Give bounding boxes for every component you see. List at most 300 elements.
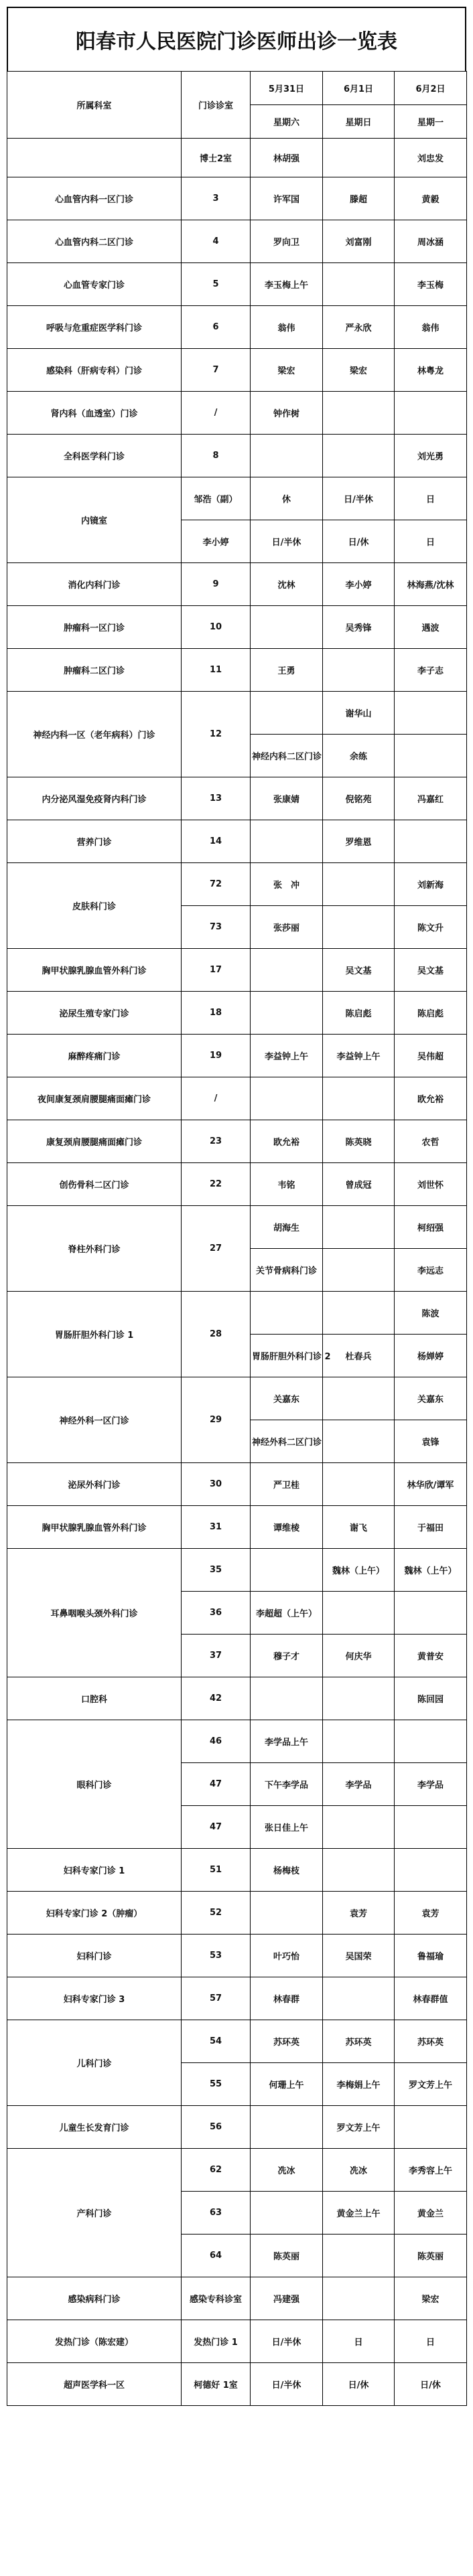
doctor-cell: 李益钟上午 — [323, 1035, 395, 1077]
doctor-cell — [323, 1977, 395, 2020]
doctor-cell — [251, 949, 323, 992]
doctor-cell: 钟作树 — [251, 392, 323, 435]
dept-cell: 胃肠肝胆外科门诊 1 — [7, 1292, 182, 1377]
dept-cell: 肿瘤科二区门诊 — [7, 649, 182, 692]
dept-cell: 耳鼻咽喉头颈外科门诊 — [7, 1549, 182, 1677]
doctor-cell: 关嘉东 — [251, 1377, 323, 1420]
doctor-cell: 曾成冠 — [323, 1163, 395, 1206]
doctor-cell: 黄金兰上午 — [323, 2192, 395, 2234]
doctor-cell: 倪铭苑 — [323, 777, 395, 820]
room-cell: 37 — [182, 1635, 251, 1677]
doctor-cell — [395, 820, 467, 863]
doctor-cell — [395, 692, 467, 735]
doctor-cell — [323, 1249, 395, 1292]
room-cell: 23 — [182, 1120, 251, 1163]
room-cell: / — [182, 392, 251, 435]
doctor-cell: 魏林（上午） — [323, 1549, 395, 1592]
table-row — [7, 1849, 467, 1892]
doctor-cell: 李学品 — [395, 1763, 467, 1806]
doctor-cell: 日/半休 — [251, 2320, 323, 2363]
doctor-cell — [323, 1292, 395, 1335]
table-row — [7, 1549, 467, 1592]
dept-cell: 心血管内科一区门诊 — [7, 177, 182, 220]
room-cell: 30 — [182, 1463, 251, 1506]
header-weekday: 星期一 — [395, 105, 467, 139]
header-room: 门诊诊室 — [182, 72, 251, 139]
dept-cell: 麻醉疼痛门诊 — [7, 1035, 182, 1077]
dept-cell: 全科医学科门诊 — [7, 435, 182, 477]
dept-cell: 神经内科二区门诊 — [251, 735, 323, 777]
room-cell: 19 — [182, 1035, 251, 1077]
doctor-cell: 韦铭 — [251, 1163, 323, 1206]
room-cell: 35 — [182, 1549, 251, 1592]
table-row — [7, 177, 467, 220]
doctor-cell — [395, 1592, 467, 1635]
doctor-cell: 刘光勇 — [395, 435, 467, 477]
room-cell: 29 — [182, 1377, 251, 1463]
doctor-cell: 余练 — [323, 735, 395, 777]
table-row — [7, 863, 467, 906]
doctor-cell: 刘世怀 — [395, 1163, 467, 1206]
dept-cell: 妇科门诊 — [7, 1935, 182, 1977]
doctor-cell: 冯建强 — [251, 2277, 323, 2320]
doctor-cell: 苏环英 — [395, 2020, 467, 2063]
room-cell: 8 — [182, 435, 251, 477]
doctor-cell: 李超超（上午） — [251, 1592, 323, 1635]
table-row — [7, 2106, 467, 2149]
doctor-cell — [395, 1720, 467, 1763]
room-cell: 57 — [182, 1977, 251, 2020]
room-cell: 63 — [182, 2192, 251, 2234]
room-cell: 12 — [182, 692, 251, 777]
dept-cell: 夜间康复颈肩腰腿痛面瘫门诊 — [7, 1077, 182, 1120]
doctor-cell: 下午李学品 — [251, 1763, 323, 1806]
table-row — [7, 2277, 467, 2320]
doctor-cell: 沈林 — [251, 563, 323, 606]
room-cell: 13 — [182, 777, 251, 820]
doctor-cell: 林海燕/沈林 — [395, 563, 467, 606]
doctor-cell: 休 — [251, 477, 323, 520]
doctor-cell: 日 — [323, 2320, 395, 2363]
doctor-cell — [251, 692, 323, 735]
doctor-cell: 李远志 — [395, 1249, 467, 1292]
dept-cell: 心血管内科二区门诊 — [7, 220, 182, 263]
doctor-cell: 陈启彪 — [323, 992, 395, 1035]
doctor-cell: 周冰涵 — [395, 220, 467, 263]
doctor-cell: 张莎丽 — [251, 906, 323, 949]
table-row — [7, 1035, 467, 1077]
table-row — [7, 2020, 467, 2063]
dept-cell: 脊柱外科门诊 — [7, 1206, 182, 1292]
doctor-cell: 刘忠发 — [395, 139, 467, 177]
table-row — [7, 306, 467, 349]
table-row — [7, 1120, 467, 1163]
room-cell: 柯德好 1室 — [182, 2363, 251, 2406]
doctor-cell — [395, 1849, 467, 1892]
doctor-cell: 滕超 — [323, 177, 395, 220]
dept-cell: 感染病科门诊 — [7, 2277, 182, 2320]
doctor-cell — [323, 1420, 395, 1463]
doctor-cell — [395, 1806, 467, 1849]
doctor-cell: 魏林（上午） — [395, 1549, 467, 1592]
doctor-cell — [251, 606, 323, 649]
doctor-cell: 陈文升 — [395, 906, 467, 949]
doctor-cell: 日/半休 — [251, 520, 323, 563]
doctor-cell — [323, 1806, 395, 1849]
doctor-cell — [323, 1077, 395, 1120]
doctor-cell: 李秀容上午 — [395, 2149, 467, 2192]
dept-cell: 眼科门诊 — [7, 1720, 182, 1849]
doctor-cell: 罗文芳上午 — [323, 2106, 395, 2149]
table-row — [7, 1463, 467, 1506]
doctor-cell — [323, 863, 395, 906]
room-cell: 7 — [182, 349, 251, 392]
doctor-cell — [251, 992, 323, 1035]
doctor-cell: 柯绍强 — [395, 1206, 467, 1249]
doctor-cell — [323, 1206, 395, 1249]
dept-cell: 内分泌风湿免疫肾内科门诊 — [7, 777, 182, 820]
doctor-cell — [323, 392, 395, 435]
room-cell: 3 — [182, 177, 251, 220]
table-row — [7, 1163, 467, 1206]
doctor-cell: 吴文基 — [395, 949, 467, 992]
doctor-cell — [395, 2106, 467, 2149]
doctor-cell — [323, 906, 395, 949]
doctor-cell: 陈英丽 — [395, 2234, 467, 2277]
doctor-cell: 欧允裕 — [395, 1077, 467, 1120]
doctor-cell — [323, 263, 395, 306]
doctor-cell — [323, 1849, 395, 1892]
doctor-cell — [323, 435, 395, 477]
header-dept: 所属科室 — [7, 72, 182, 139]
dept-cell: 神经内科一区（老年病科）门诊 — [7, 692, 182, 777]
doctor-cell: 李子志 — [395, 649, 467, 692]
header-date: 6月2日 — [395, 72, 467, 105]
dept-cell: 妇科专家门诊 2（肿瘤） — [7, 1892, 182, 1935]
dept-cell: 感染科（肝病专科）门诊 — [7, 349, 182, 392]
doctor-cell: 吴文基 — [323, 949, 395, 992]
doctor-cell: 张日佳上午 — [251, 1806, 323, 1849]
table-row — [7, 649, 467, 692]
doctor-cell: 袁锋 — [395, 1420, 467, 1463]
dept-cell: 关节骨病科门诊 — [251, 1249, 323, 1292]
doctor-cell — [251, 435, 323, 477]
doctor-cell: 罗向卫 — [251, 220, 323, 263]
doctor-cell: 鲁福瑜 — [395, 1935, 467, 1977]
doctor-cell: 日/休 — [323, 2363, 395, 2406]
doctor-cell: 袁芳 — [395, 1892, 467, 1935]
doctor-cell — [323, 1377, 395, 1420]
room-cell: 发热门诊 1 — [182, 2320, 251, 2363]
table-row — [7, 992, 467, 1035]
room-cell: 邹浩（副） — [182, 477, 251, 520]
room-cell: 64 — [182, 2234, 251, 2277]
doctor-cell: 吴伟超 — [395, 1035, 467, 1077]
doctor-cell: 李学品上午 — [251, 1720, 323, 1763]
doctor-cell: 冼冰 — [323, 2149, 395, 2192]
doctor-cell: 陈回园 — [395, 1677, 467, 1720]
room-cell: 6 — [182, 306, 251, 349]
doctor-cell: 梁宏 — [251, 349, 323, 392]
dept-cell: 妇科专家门诊 3 — [7, 1977, 182, 2020]
table-row — [7, 1677, 467, 1720]
doctor-cell: 张 冲 — [251, 863, 323, 906]
dept-cell: 泌尿外科门诊 — [7, 1463, 182, 1506]
doctor-cell: 日/休 — [395, 2363, 467, 2406]
doctor-cell: 李小婷 — [323, 563, 395, 606]
room-cell: 10 — [182, 606, 251, 649]
doctor-cell — [251, 1892, 323, 1935]
table-row — [7, 263, 467, 306]
dept-cell: 胃肠肝胆外科门诊 2 — [251, 1335, 323, 1377]
doctor-cell: 冼冰 — [251, 2149, 323, 2192]
schedule-sheet — [7, 7, 466, 2406]
doctor-cell: 林华欣/谭军 — [395, 1463, 467, 1506]
room-cell: 博士2室 — [182, 139, 251, 177]
table-row — [7, 2149, 467, 2192]
doctor-cell: 于福田 — [395, 1506, 467, 1549]
dept-cell: 儿童生长发育门诊 — [7, 2106, 182, 2149]
table-row — [7, 2363, 467, 2406]
header-date: 5月31日 — [251, 72, 323, 105]
header-row-dates — [7, 72, 467, 105]
doctor-cell: 吴秀锋 — [323, 606, 395, 649]
doctor-cell: 关嘉东 — [395, 1377, 467, 1420]
dept-cell: 创伤骨科二区门诊 — [7, 1163, 182, 1206]
doctor-cell: 农哲 — [395, 1120, 467, 1163]
table-row — [7, 563, 467, 606]
room-cell: 52 — [182, 1892, 251, 1935]
doctor-cell: 日/半休 — [251, 2363, 323, 2406]
doctor-cell — [323, 139, 395, 177]
doctor-cell: 苏环英 — [251, 2020, 323, 2063]
dept-cell: 超声医学科一区 — [7, 2363, 182, 2406]
doctor-cell: 李玉梅上午 — [251, 263, 323, 306]
room-cell: 27 — [182, 1206, 251, 1292]
table-row — [7, 477, 467, 520]
doctor-cell: 梁宏 — [395, 2277, 467, 2320]
dept-cell: 呼吸与危重症医学科门诊 — [7, 306, 182, 349]
table-row — [7, 435, 467, 477]
doctor-cell — [323, 2234, 395, 2277]
table-row — [7, 1077, 467, 1120]
table-row — [7, 1377, 467, 1420]
doctor-cell — [323, 1463, 395, 1506]
doctor-cell: 谢飞 — [323, 1506, 395, 1549]
doctor-cell — [395, 392, 467, 435]
doctor-cell: 李玉梅 — [395, 263, 467, 306]
room-cell: 72 — [182, 863, 251, 906]
dept-cell: 消化内科门诊 — [7, 563, 182, 606]
dept-cell: 胸甲状腺乳腺血管外科门诊 — [7, 1506, 182, 1549]
doctor-cell — [323, 1720, 395, 1763]
dept-cell: 发热门诊（陈宏建） — [7, 2320, 182, 2363]
doctor-cell: 冯嘉红 — [395, 777, 467, 820]
room-cell: 55 — [182, 2063, 251, 2106]
doctor-cell: 日 — [395, 477, 467, 520]
table-row — [7, 777, 467, 820]
room-cell: 73 — [182, 906, 251, 949]
room-cell: 5 — [182, 263, 251, 306]
dept-cell: 营养门诊 — [7, 820, 182, 863]
room-cell: 18 — [182, 992, 251, 1035]
doctor-cell: 谭维棱 — [251, 1506, 323, 1549]
table-row — [7, 1292, 467, 1335]
doctor-cell: 李益钟上午 — [251, 1035, 323, 1077]
room-cell: 4 — [182, 220, 251, 263]
doctor-cell — [323, 1592, 395, 1635]
room-cell: 46 — [182, 1720, 251, 1763]
room-cell: 51 — [182, 1849, 251, 1892]
schedule-table — [7, 71, 467, 2406]
doctor-cell: 杨婵婷 — [395, 1335, 467, 1377]
doctor-cell: 梁宏 — [323, 349, 395, 392]
doctor-cell: 何珊上午 — [251, 2063, 323, 2106]
table-row — [7, 2320, 467, 2363]
doctor-cell: 林春群 — [251, 1977, 323, 2020]
dept-cell: 口腔科 — [7, 1677, 182, 1720]
header-weekday: 星期六 — [251, 105, 323, 139]
doctor-cell: 穆子才 — [251, 1635, 323, 1677]
table-row — [7, 1720, 467, 1763]
room-cell: 42 — [182, 1677, 251, 1720]
doctor-cell — [251, 2192, 323, 2234]
doctor-cell: 谢华山 — [323, 692, 395, 735]
doctor-cell: 苏环英 — [323, 2020, 395, 2063]
header-weekday: 星期日 — [323, 105, 395, 139]
doctor-cell: 严永欣 — [323, 306, 395, 349]
doctor-cell: 杜春兵 — [323, 1335, 395, 1377]
dept-cell: 泌尿生殖专家门诊 — [7, 992, 182, 1035]
doctor-cell: 翁伟 — [251, 306, 323, 349]
doctor-cell: 黄普安 — [395, 1635, 467, 1677]
doctor-cell: 日 — [395, 2320, 467, 2363]
room-cell: 54 — [182, 2020, 251, 2063]
dept-cell: 康复颈肩腰腿痛面瘫门诊 — [7, 1120, 182, 1163]
dept-cell: 肿瘤科一区门诊 — [7, 606, 182, 649]
doctor-cell — [323, 2277, 395, 2320]
doctor-cell: 日/休 — [323, 520, 395, 563]
page-title: 阳春市人民医院门诊医师出诊一览表 — [7, 7, 466, 71]
table-row — [7, 1506, 467, 1549]
table-row — [7, 820, 467, 863]
dept-cell — [7, 139, 182, 177]
table-row — [7, 220, 467, 263]
dept-cell: 皮肤科门诊 — [7, 863, 182, 949]
doctor-cell — [251, 2106, 323, 2149]
doctor-cell: 杨梅枝 — [251, 1849, 323, 1892]
room-cell: 14 — [182, 820, 251, 863]
table-row — [7, 139, 467, 177]
room-cell: 9 — [182, 563, 251, 606]
doctor-cell: 欧允裕 — [251, 1120, 323, 1163]
header-date: 6月1日 — [323, 72, 395, 105]
doctor-cell: 罗文芳上午 — [395, 2063, 467, 2106]
room-cell: 47 — [182, 1763, 251, 1806]
doctor-cell: 林粤龙 — [395, 349, 467, 392]
doctor-cell: 遇波 — [395, 606, 467, 649]
dept-cell: 儿科门诊 — [7, 2020, 182, 2106]
doctor-cell — [251, 1292, 323, 1335]
table-row — [7, 1977, 467, 2020]
doctor-cell: 何庆华 — [323, 1635, 395, 1677]
doctor-cell: 陈波 — [395, 1292, 467, 1335]
doctor-cell — [323, 649, 395, 692]
dept-cell: 神经外科二区门诊 — [251, 1420, 323, 1463]
doctor-cell: 林胡强 — [251, 139, 323, 177]
room-cell: 11 — [182, 649, 251, 692]
dept-cell: 妇科专家门诊 1 — [7, 1849, 182, 1892]
doctor-cell: 罗维恩 — [323, 820, 395, 863]
table-row — [7, 1892, 467, 1935]
room-cell: 36 — [182, 1592, 251, 1635]
doctor-cell — [251, 1077, 323, 1120]
room-cell: 31 — [182, 1506, 251, 1549]
doctor-cell — [395, 735, 467, 777]
doctor-cell: 日 — [395, 520, 467, 563]
dept-cell: 肾内科（血透室）门诊 — [7, 392, 182, 435]
dept-cell: 神经外科一区门诊 — [7, 1377, 182, 1463]
doctor-cell: 陈英晓 — [323, 1120, 395, 1163]
table-row — [7, 1935, 467, 1977]
doctor-cell: 刘富刚 — [323, 220, 395, 263]
table-row — [7, 392, 467, 435]
doctor-cell: 吴国荣 — [323, 1935, 395, 1977]
table-row — [7, 692, 467, 735]
table-row — [7, 349, 467, 392]
doctor-cell — [251, 820, 323, 863]
doctor-cell: 李学品 — [323, 1763, 395, 1806]
doctor-cell: 林春群值 — [395, 1977, 467, 2020]
doctor-cell: 日/半休 — [323, 477, 395, 520]
doctor-cell: 王勇 — [251, 649, 323, 692]
table-row — [7, 606, 467, 649]
room-cell: / — [182, 1077, 251, 1120]
doctor-cell: 陈启彪 — [395, 992, 467, 1035]
doctor-cell: 翁伟 — [395, 306, 467, 349]
doctor-cell: 李梅娟上午 — [323, 2063, 395, 2106]
doctor-cell: 叶巧怡 — [251, 1935, 323, 1977]
dept-cell: 胸甲状腺乳腺血管外科门诊 — [7, 949, 182, 992]
doctor-cell: 刘新海 — [395, 863, 467, 906]
room-cell: 47 — [182, 1806, 251, 1849]
room-cell: 62 — [182, 2149, 251, 2192]
doctor-cell: 张康婧 — [251, 777, 323, 820]
dept-cell: 心血管专家门诊 — [7, 263, 182, 306]
room-cell: 56 — [182, 2106, 251, 2149]
doctor-cell — [251, 1549, 323, 1592]
doctor-cell — [323, 1677, 395, 1720]
room-cell: 17 — [182, 949, 251, 992]
table-row — [7, 949, 467, 992]
doctor-cell — [251, 1677, 323, 1720]
room-cell: 李小婷 — [182, 520, 251, 563]
doctor-cell: 陈英丽 — [251, 2234, 323, 2277]
doctor-cell: 袁芳 — [323, 1892, 395, 1935]
table-row — [7, 1206, 467, 1249]
doctor-cell: 黄金兰 — [395, 2192, 467, 2234]
room-cell: 感染专科诊室 — [182, 2277, 251, 2320]
doctor-cell: 严卫桂 — [251, 1463, 323, 1506]
room-cell: 53 — [182, 1935, 251, 1977]
dept-cell: 产科门诊 — [7, 2149, 182, 2277]
doctor-cell: 许军国 — [251, 177, 323, 220]
room-cell: 22 — [182, 1163, 251, 1206]
doctor-cell: 黄毅 — [395, 177, 467, 220]
dept-cell: 内镜室 — [7, 477, 182, 563]
doctor-cell: 胡海生 — [251, 1206, 323, 1249]
room-cell: 28 — [182, 1292, 251, 1377]
